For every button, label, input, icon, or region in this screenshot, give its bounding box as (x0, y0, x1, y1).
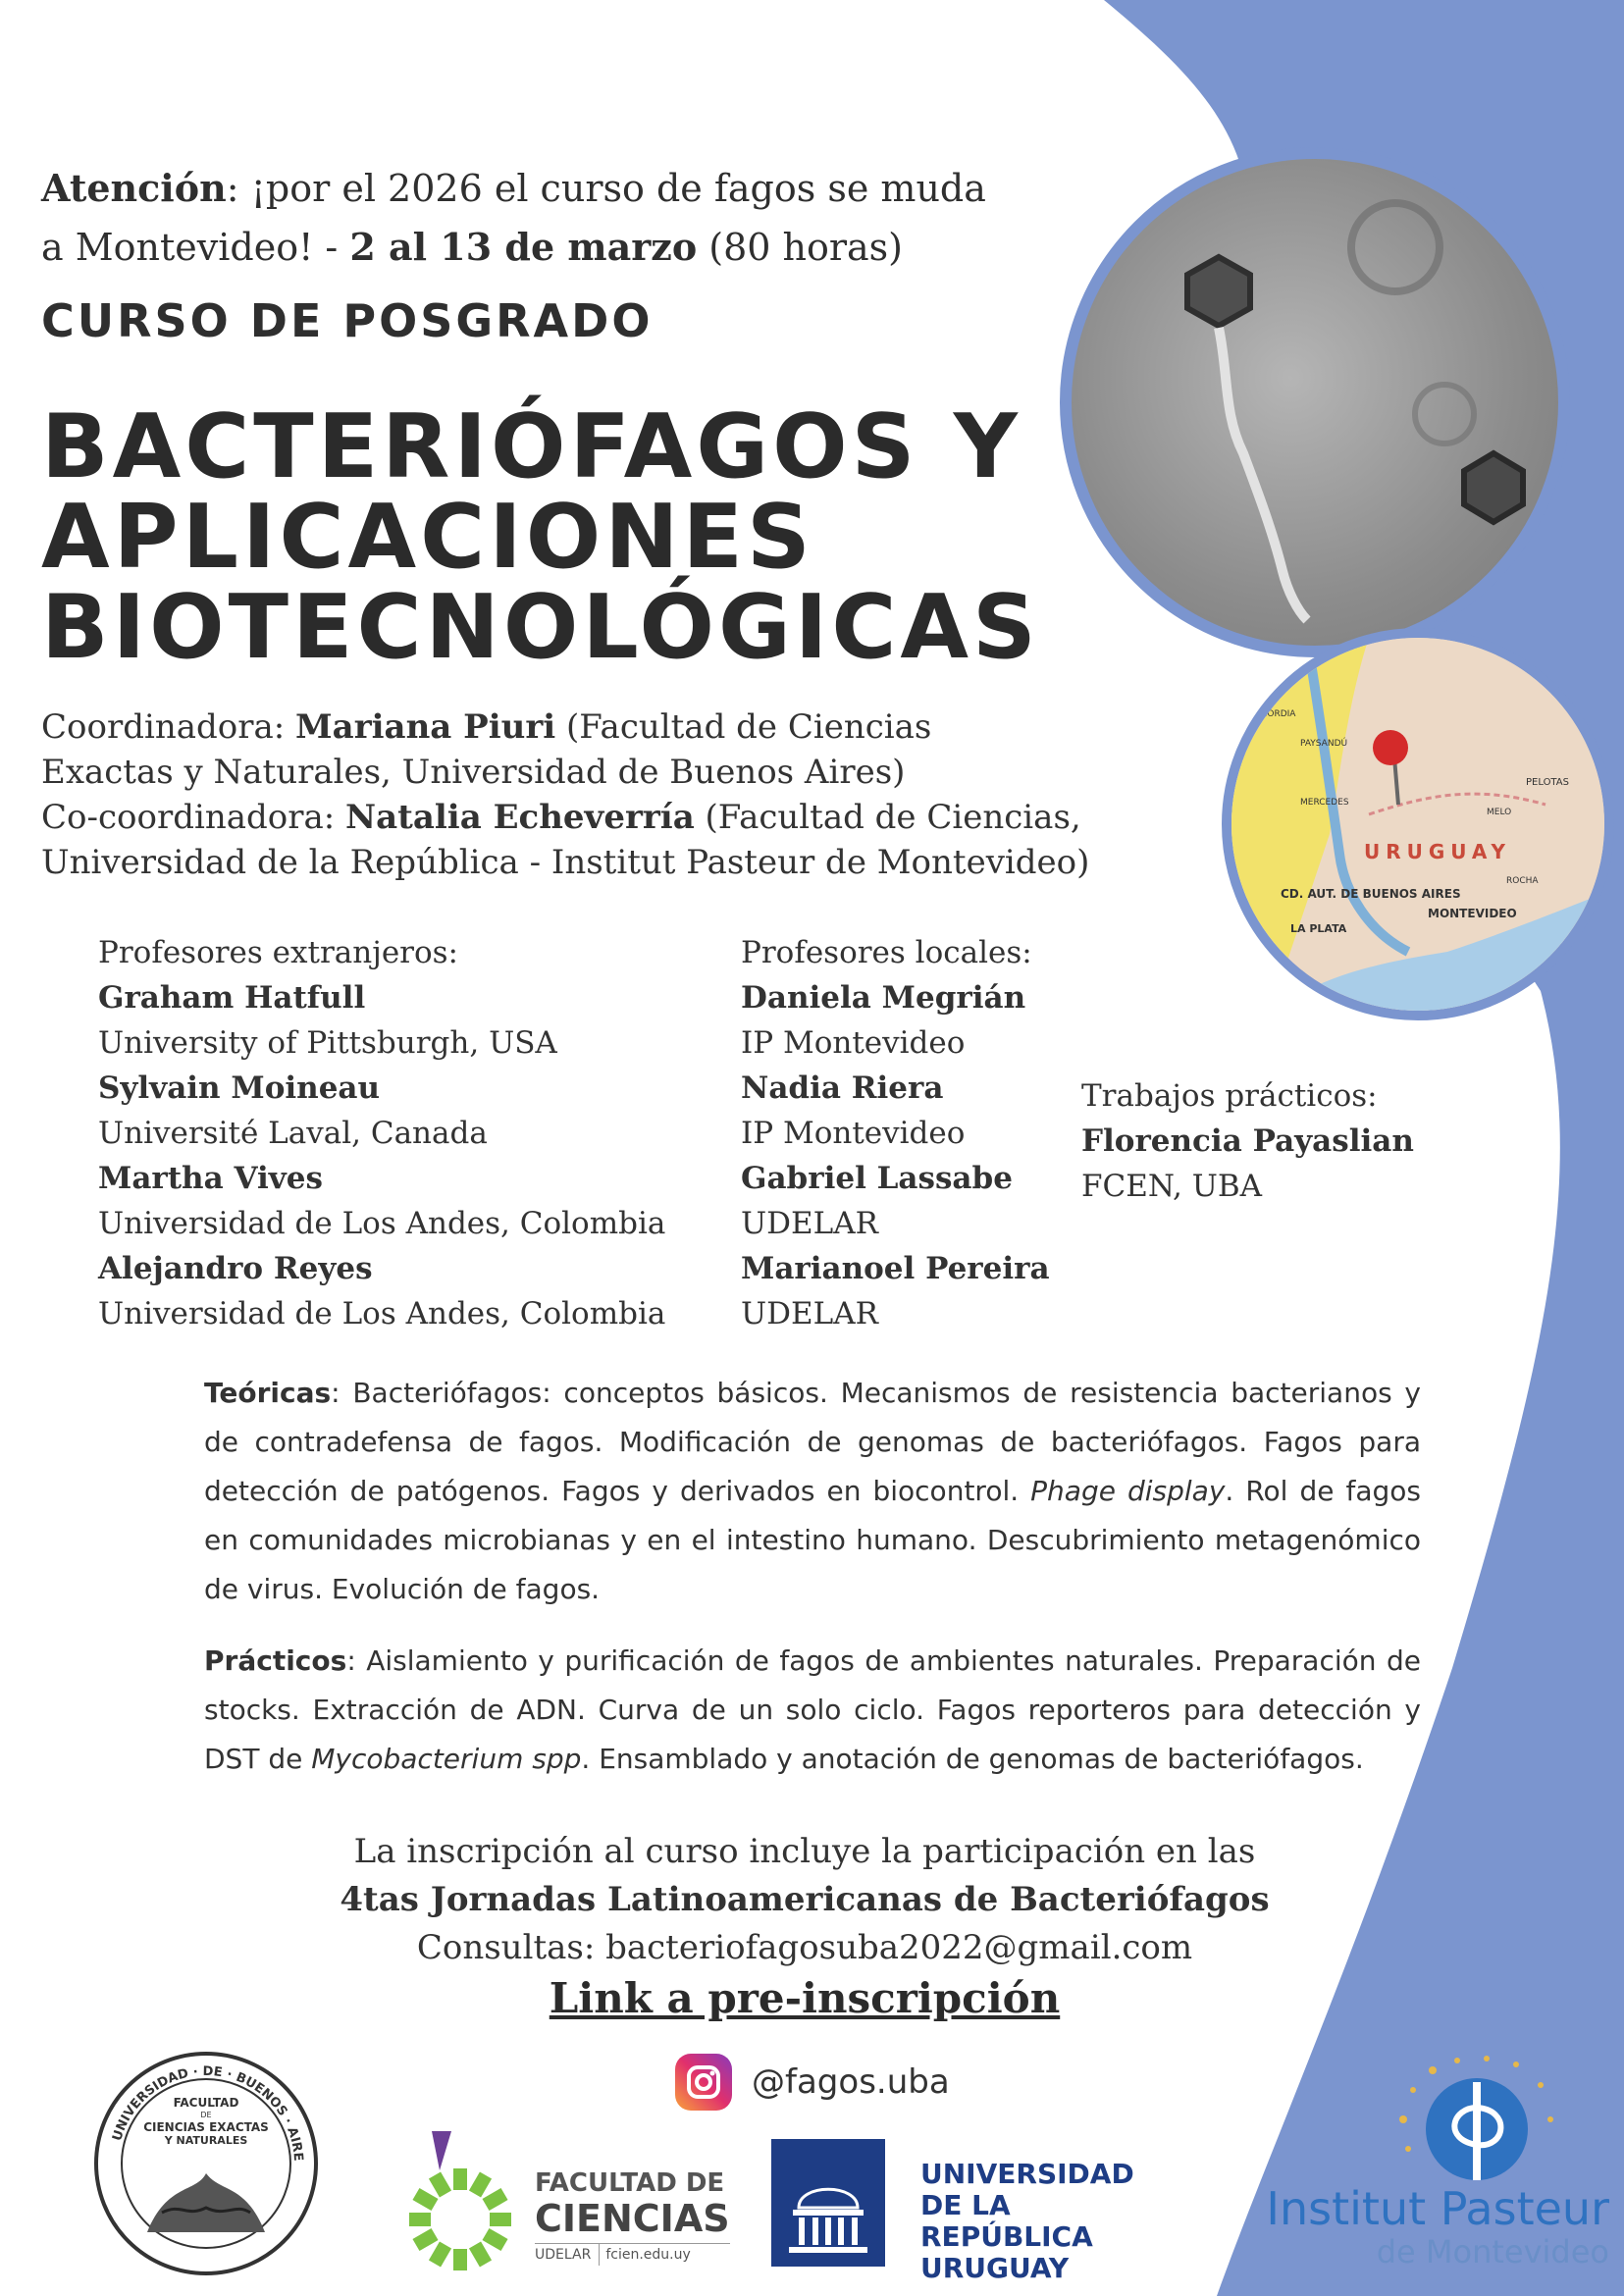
registration-info (294, 1828, 1315, 1972)
fcien-line-4: fcien.edu.uy (599, 2244, 690, 2266)
fcien-line-1: FACULTAD DE (535, 2168, 725, 2198)
coordinators (41, 704, 1150, 885)
map-label-buenos-aires: CD. AUT. DE BUENOS AIRES (1281, 887, 1461, 901)
professor-affiliation: Universidad de Los Andes, Colombia (98, 1296, 666, 1331)
udelar-line-2: DE LA REPÚBLICA (920, 2189, 1093, 2253)
professor-name: Marianoel Pereira (741, 1251, 1050, 1286)
includes-text: La inscripción al curso incluye la participación en las (353, 1832, 1256, 1871)
cocoord-aff-1: (Facultad de Ciencias, (694, 798, 1081, 837)
practice-description (204, 1637, 1421, 1784)
professor-name: Gabriel Lassabe (741, 1161, 1013, 1196)
map-label-pelotas: PELOTAS (1526, 777, 1569, 788)
fcien-line-3: UDELAR (535, 2247, 592, 2263)
fcien-line-2: CIENCIAS (535, 2197, 730, 2240)
map-label-uruguay: URUGUAY (1364, 840, 1511, 863)
map-label-montevideo: MONTEVIDEO (1428, 907, 1517, 920)
attention-text-2: a Montevideo! - (41, 226, 350, 269)
attention-notice (41, 159, 1072, 277)
course-dates: 2 al 13 de marzo (349, 225, 698, 269)
theory-text-1: : Bacteriófagos: conceptos básicos. Mecanismos de resistencia bacterianos y de contradefensa de fagos. Modificación de genomas de bacteriófagos. Fagos para detección de patógenos. Fagos y derivados en biocontrol. (204, 1377, 1421, 1507)
uba-center-2: DE (200, 2111, 212, 2119)
phage-micrograph (1060, 147, 1570, 657)
local-professors (741, 930, 1050, 1336)
fcien-logo (393, 2131, 730, 2278)
professor-affiliation: IP Montevideo (741, 1116, 966, 1151)
professor-name: Alejandro Reyes (98, 1251, 373, 1286)
course-hours: (80 horas) (697, 226, 904, 269)
uba-center-4: Y NATURALES (164, 2134, 248, 2147)
attention-label: Atención (41, 166, 227, 210)
practical-heading: Trabajos prácticos: (1081, 1078, 1378, 1114)
theory-label: Teóricas (204, 1377, 332, 1409)
uba-ring-text: UNIVERSIDAD · DE · BUENOS · AIRE (110, 2063, 306, 2163)
instagram-icon (675, 2054, 732, 2111)
map-label-concordia: CONCORDIA (1241, 709, 1296, 719)
professor-name: Graham Hatfull (98, 980, 366, 1016)
map-label-la-plata: LA PLATA (1290, 922, 1347, 935)
instagram-handle[interactable] (675, 2053, 950, 2112)
theory-text-2: . Rol de fagos en comunidades microbianas y en el intestino humano. Descubrimiento metagenómico de virus. Evolución de fagos. (204, 1475, 1422, 1605)
professor-affiliation: IP Montevideo (741, 1025, 966, 1061)
cocoord-name: Natalia Echeverría (345, 798, 695, 837)
coord-aff-2: Exactas y Naturales, Universidad de Buenos Aires) (41, 753, 906, 792)
course-type: CURSO DE POSGRADO (41, 294, 654, 347)
practice-text-2: . Ensamblado y anotación de genomas de bacteriófagos. (581, 1743, 1364, 1775)
practice-text-1: : Aislamiento y purificación de fagos de ambientes naturales. Preparación de stocks. Extracción de ADN. Curva de un solo ciclo. Fagos reporteros para detección y DST de (204, 1644, 1421, 1775)
title-line-2: APLICACIONES (41, 486, 814, 589)
cocoord-label: Co-coordinadora: (41, 798, 346, 837)
uba-center-1: FACULTAD (173, 2096, 239, 2110)
title-line-3: BIOTECNOLÓGICAS (41, 576, 1040, 679)
practical-name: Florencia Payaslian (1081, 1123, 1414, 1159)
instagram-label: @fagos.uba (752, 2062, 950, 2102)
practical-work (1081, 1073, 1414, 1209)
practice-label: Prácticos (204, 1644, 347, 1677)
map-label-melo: MELO (1487, 808, 1512, 817)
professor-affiliation: UDELAR (741, 1296, 878, 1331)
udelar-line-3: URUGUAY (920, 2252, 1070, 2284)
uba-center-3: CIENCIAS EXACTAS (143, 2120, 269, 2134)
institut-pasteur-logo (1217, 2051, 1619, 2286)
uba-fcen-logo (88, 2046, 324, 2281)
coord-label: Coordinadora: (41, 707, 296, 747)
practical-affiliation: FCEN, UBA (1081, 1169, 1263, 1204)
course-title (41, 395, 1040, 679)
coord-name: Mariana Piuri (295, 707, 556, 747)
professor-affiliation: UDELAR (741, 1206, 878, 1241)
practice-italic: Mycobacterium spp (311, 1743, 582, 1775)
event-name: 4tas Jornadas Latinoamericanas de Bacteriófagos (340, 1880, 1270, 1919)
udelar-line-1: UNIVERSIDAD (920, 2158, 1134, 2190)
map-label-paysandu: PAYSANDÚ (1300, 739, 1348, 749)
professor-name: Martha Vives (98, 1161, 323, 1196)
professor-name: Sylvain Moineau (98, 1070, 381, 1106)
professor-affiliation: Université Laval, Canada (98, 1116, 488, 1151)
theory-description (204, 1369, 1421, 1614)
preregistration-link[interactable]: Link a pre-inscripción (549, 1974, 1061, 2022)
foreign-heading: Profesores extranjeros: (98, 935, 459, 970)
professor-affiliation: University of Pittsburgh, USA (98, 1025, 557, 1061)
map-label-rocha: ROCHA (1506, 876, 1539, 886)
udelar-logo (771, 2139, 1183, 2284)
foreign-professors (98, 930, 665, 1336)
theory-italic: Phage display (1030, 1475, 1226, 1507)
uruguay-map (1222, 628, 1614, 1020)
title-line-1: BACTERIÓFAGOS Y (41, 395, 1022, 498)
cocoord-aff-2: Universidad de la República - Institut Pasteur de Montevideo) (41, 843, 1090, 882)
professor-name: Daniela Megrián (741, 980, 1026, 1016)
professor-name: Nadia Riera (741, 1070, 944, 1106)
attention-text-1: : ¡por el 2026 el curso de fagos se muda (226, 167, 986, 210)
professor-affiliation: Universidad de Los Andes, Colombia (98, 1206, 666, 1241)
map-label-mercedes: MERCEDES (1300, 798, 1349, 808)
pasteur-line-1: Institut Pasteur (1266, 2182, 1609, 2235)
local-heading: Profesores locales: (741, 935, 1032, 970)
coord-aff-1: (Facultad de Ciencias (555, 707, 932, 747)
pasteur-line-2: de Montevideo (1376, 2233, 1609, 2270)
contact-email[interactable]: Consultas: bacteriofagosuba2022@gmail.com (416, 1928, 1193, 1967)
